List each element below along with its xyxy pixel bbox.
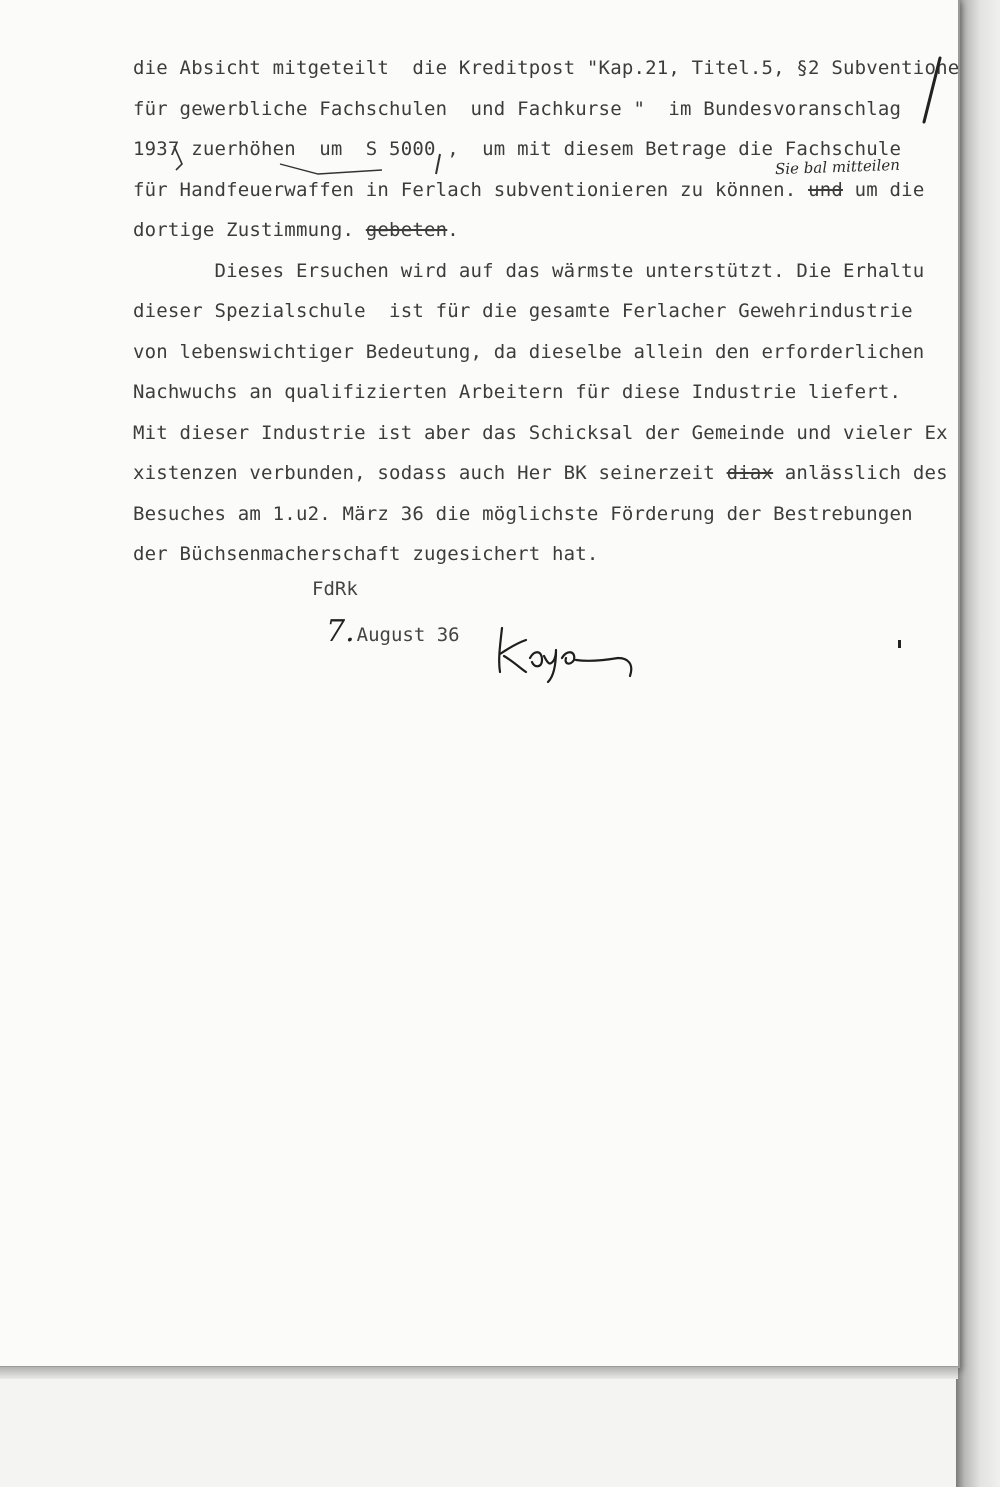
scan-bottom-shadow	[0, 1367, 958, 1379]
text-line-5	[133, 210, 953, 251]
text-line-7: dieser Spezialschule ist für die gesamte Ferlacher Gewehrindustrie	[133, 300, 913, 322]
text-line-13: der Büchsenmacherschaft zugesichert hat.	[133, 543, 599, 565]
date-month-year: August 36	[356, 624, 460, 646]
handwritten-insert: Sie bal mitteilen	[774, 155, 901, 179]
insertion-bracket-marks	[168, 140, 458, 180]
text-line-5-tail: .	[447, 219, 459, 241]
scan-edge-shadow	[956, 0, 1000, 1487]
handwritten-signature	[490, 620, 640, 690]
text-line-6: Dieses Ersuchen wird auf das wärmste unterstützt. Die Erhaltu	[133, 259, 925, 282]
struck-word-diax: diax	[726, 462, 774, 484]
text-line-4-tail: um die	[842, 178, 925, 201]
text-line-11	[133, 453, 953, 494]
text-line-8: von lebenswichtiger Bedeutung, da dieselbe allein den erforderlichen	[133, 340, 925, 363]
closing-initials: FdRk	[312, 578, 358, 600]
text-line-10: Mit dieser Industrie ist aber das Schicksal der Gemeinde und vieler Ex	[133, 421, 948, 444]
text-line-11-main: xistenzen verbunden, sodass auch Her BK seinerzeit	[133, 462, 727, 484]
text-line-11-tail: anlässlich des	[773, 462, 948, 484]
date-line	[326, 614, 460, 649]
ink-dot	[898, 640, 901, 648]
struck-word-gebeten: gebeten	[365, 219, 448, 241]
text-line-12: Besuches am 1.u2. März 36 die möglichste Förderung der Bestrebungen	[133, 502, 913, 525]
text-line-9: Nachwuchs an qualifizierten Arbeitern für diese Industrie liefert.	[133, 381, 902, 403]
text-line-1: die Absicht mitgeteilt die Kreditpost "Kap.21, Titel.5, §2 Subventione	[133, 57, 960, 79]
typewritten-text	[133, 48, 960, 575]
text-line-4-main: für Handfeuerwaffen in Ferlach subventionieren zu können.	[133, 178, 809, 201]
text-line-2: für gewerbliche Fachschulen und Fachkurse " im Bundesvoranschlag	[133, 97, 902, 120]
struck-word-und: und	[808, 178, 843, 201]
text-line-5-main: dortige Zustimmung.	[133, 219, 366, 241]
text-line-3: 1937 zuerhöhen um S 5000 , um mit diesem Betrage die Fachschule	[133, 138, 902, 160]
insertion-slash-mark	[910, 56, 950, 126]
date-day-handwritten: 7.	[326, 614, 355, 649]
